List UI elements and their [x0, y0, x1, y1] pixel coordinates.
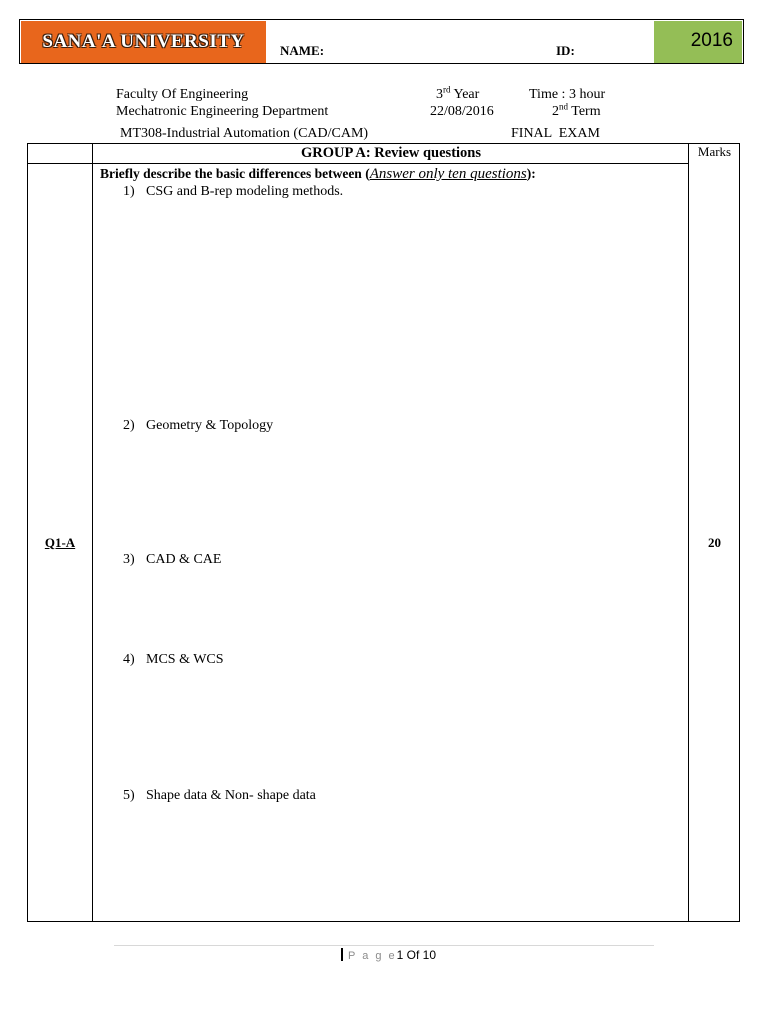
exam-date: 22/08/2016 [430, 104, 494, 119]
question-text: CAD & CAE [146, 552, 222, 567]
exam-type: FINAL EXAM [511, 126, 600, 141]
course-title: MT308-Industrial Automation (CAD/CAM) [120, 126, 369, 141]
exam-duration: Time : 3 hour [529, 87, 606, 102]
question-number: 3) [123, 552, 135, 567]
question-text: Shape data & Non- shape data [146, 788, 316, 803]
table-header-divider [27, 163, 689, 164]
question-text: CSG and B-rep modeling methods. [146, 184, 344, 199]
question-item [123, 788, 316, 804]
question-number: 5) [123, 788, 135, 803]
term-word: Term [571, 104, 601, 119]
question-label: Q1-A [44, 535, 76, 550]
table-divider-left [92, 143, 93, 922]
name-label: NAME: [280, 43, 325, 58]
question-number: 1) [123, 184, 135, 199]
year-word: Year [453, 87, 480, 102]
question-table [27, 143, 740, 922]
id-label: ID: [556, 43, 575, 58]
question-number: 4) [123, 652, 135, 667]
university-logo [21, 21, 266, 63]
group-title: GROUP A: Review questions [300, 145, 482, 161]
footer-page-word: P a g e [348, 950, 397, 962]
instruction [100, 166, 536, 183]
question-item [123, 652, 224, 668]
year-ordinal: rd [443, 84, 451, 95]
page-footer [341, 948, 436, 962]
year-badge [654, 21, 742, 63]
faculty: Faculty Of Engineering [116, 87, 249, 102]
instruction-suffix: ): [526, 166, 536, 181]
department: Mechatronic Engineering Department [116, 104, 329, 119]
term-ordinal: nd [559, 101, 568, 112]
footer-bar [341, 948, 343, 961]
academic-year [436, 84, 480, 103]
instruction-prefix: Briefly describe the basic differences between ( [100, 166, 370, 181]
question-item [123, 184, 343, 200]
table-divider-right [688, 143, 689, 922]
question-text: MCS & WCS [146, 652, 224, 667]
question-text: Geometry & Topology [146, 418, 274, 433]
term [552, 101, 601, 120]
question-marks: 20 [708, 535, 721, 550]
footer-divider [114, 945, 654, 946]
term-number: 2 [552, 104, 559, 119]
instruction-emphasis: Answer only ten questions [369, 166, 527, 182]
year-number: 3 [436, 87, 443, 102]
question-item [123, 418, 273, 434]
year-text: 2016 [690, 30, 733, 51]
university-name: SANA'A UNIVERSITY [42, 31, 245, 52]
question-number: 2) [123, 418, 135, 433]
marks-header: Marks [697, 144, 732, 159]
question-item [123, 552, 221, 568]
page-number: 1 Of 10 [396, 948, 437, 962]
